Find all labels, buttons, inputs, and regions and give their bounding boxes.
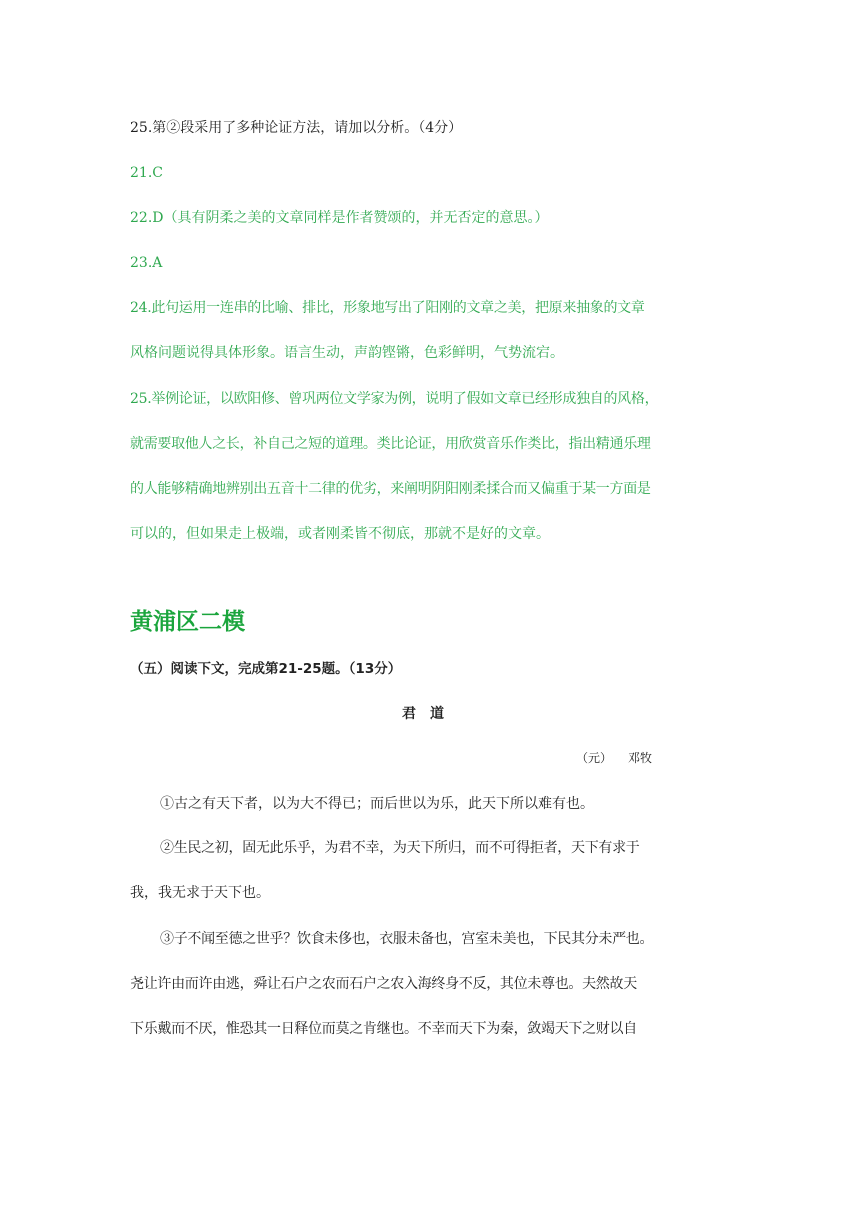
paragraph-1: ①古之有天下者，以为大不得已；而后世以为乐，此天下所以难有也。 bbox=[160, 796, 594, 812]
paragraph-3-line-2: 尧让许由而许由逃，舜让石户之农而石户之农入海终身不反，其位未尊也。夫然故天 bbox=[130, 976, 637, 992]
paragraph-2-line-2: 我，我无求于天下也。 bbox=[130, 885, 270, 901]
paragraph-3-line-3: 下乐戴而不厌，惟恐其一日释位而莫之肯继也。不幸而天下为秦，敛竭天下之财以自 bbox=[130, 1021, 637, 1037]
answer-24-line-1: 24.此句运用一连串的比喻、排比，形象地写出了阳刚的文章之美，把原来抽象的文章 bbox=[130, 300, 645, 316]
answer-25-line-3: 的人能够精确地辨别出五音十二律的优劣，来阐明阴阳刚柔揉合而又偏重于某一方面是 bbox=[130, 481, 651, 497]
paragraph-3-line-1: ③子不闻至德之世乎？饮食未侈也，衣服未备也，宫室未美也，下民其分未严也。 bbox=[160, 931, 654, 947]
answer-24-line-2: 风格问题说得具体形象。语言生动，声韵铿锵，色彩鲜明，气势流宕。 bbox=[130, 345, 564, 361]
author-dynasty: （元） bbox=[576, 751, 613, 765]
answer-25-line-1: 25.举例论证，以欧阳修、曾巩两位文学家为例，说明了假如文章已经形成独自的风格， bbox=[130, 391, 659, 407]
question-25-prompt: 25.第②段采用了多种论证方法，请加以分析。（4分） bbox=[130, 120, 463, 136]
answer-21: 21.C bbox=[130, 165, 163, 181]
answer-23: 23.A bbox=[130, 255, 163, 271]
answer-25-line-4: 可以的，但如果走上极端，或者刚柔皆不彻底，那就不是好的文章。 bbox=[130, 526, 550, 542]
passage-author bbox=[576, 749, 652, 767]
answer-22: 22.D（具有阴柔之美的文章同样是作者赞颂的，并无否定的意思。） bbox=[130, 210, 549, 226]
reading-instruction: （五）阅读下文，完成第21-25题。（13分） bbox=[130, 661, 402, 677]
section-heading: 黄浦区二模 bbox=[130, 609, 245, 635]
answer-25-line-2: 就需要取他人之长，补自己之短的道理。类比论证，用欣赏音乐作类比，指出精通乐理 bbox=[130, 436, 651, 452]
passage-title: 君道 bbox=[402, 706, 458, 722]
author-name: 邓牧 bbox=[628, 751, 653, 765]
paragraph-2-line-1: ②生民之初，固无此乐乎，为君不幸，为天下所归，而不可得拒者，天下有求于 bbox=[160, 840, 640, 856]
